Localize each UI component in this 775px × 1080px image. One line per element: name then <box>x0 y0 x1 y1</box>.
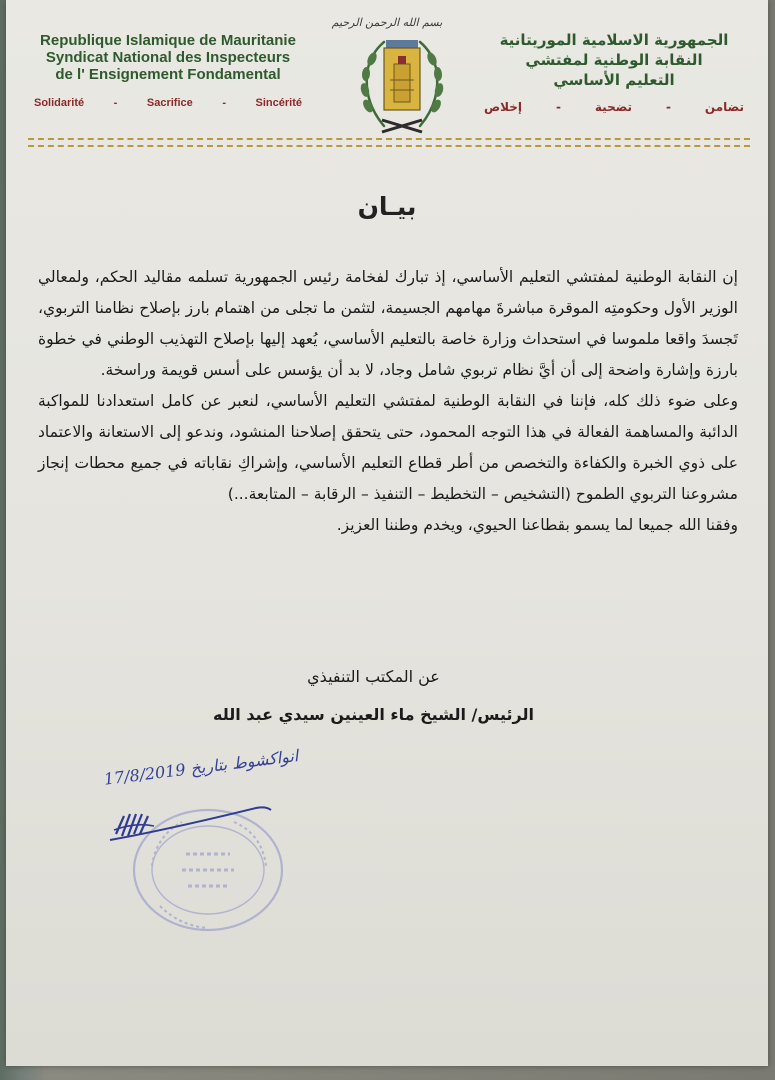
header-separator <box>28 145 750 147</box>
executive-office-line: عن المكتب التنفيذي <box>307 667 440 686</box>
handwritten-date: انواكشوط بتاريخ 17/8/2019 <box>102 746 300 789</box>
statement-body <box>38 262 738 541</box>
header-separator <box>28 138 750 140</box>
fr-line-1: Republique Islamique de Mauritanie <box>40 32 296 49</box>
motto-dash: - <box>666 100 671 114</box>
document-title: بيـان <box>357 192 417 221</box>
ar-line-3: التعليم الأساسي <box>553 71 675 89</box>
motto-tadamun: تضامن <box>704 100 744 114</box>
motto-tadhiya: تضحية <box>594 100 633 114</box>
motto-sincerite: Sincérité <box>255 97 302 109</box>
motto-ikhlas: إخلاص <box>484 100 523 114</box>
fr-line-3: de l' Ensignement Fondamental <box>55 66 281 83</box>
fr-line-2: Syndicat National des Inspecteurs <box>45 49 291 66</box>
ar-line-1: الجمهورية الاسلامية الموريتانية <box>499 31 729 49</box>
document-page <box>6 0 768 1066</box>
signature-block <box>206 658 541 734</box>
motto-sacrifice: Sacrifice <box>146 97 193 109</box>
paragraph-3: وفقنا الله جميعا لما يسمو بقطاعنا الحيوي، ويخدم وطننا العزيز. <box>336 516 738 534</box>
motto-dash: - <box>113 97 118 109</box>
arabic-motto <box>474 100 754 114</box>
basmala: بسم الله الرحمن الرحيم <box>331 16 443 29</box>
paragraph-2: وعلى ضوء ذلك كله، فإننا في النقابة الوطنية لمفتشي التعليم الأساسي، لنعبر عن كامل استعدادنا للمواكبة الدائبة والمساهمة الفعالة في هذا التوجه المحمود، حتى يتحقق إصلاحنا المنشود، وندعو إلى الاستعانة والاعتماد على ذوي الخبرة والكفاءة والتخصص من أطر قطاع التعليم الأساسي، وإشراكِ نقاباته في جميع محطات إنجاز مشروعنا التربوي الطموح (التشخيص – التخطيط – التنفيذ – الرقابة – المتابعة...) <box>38 392 738 503</box>
motto-solidarite: Solidarité <box>34 97 85 109</box>
handwritten-signature <box>106 800 276 848</box>
french-motto <box>28 97 308 109</box>
union-emblem-logo <box>354 30 450 134</box>
president-name: الرئيس/ الشيخ ماء العينين سيدي عبد الله <box>213 705 534 724</box>
paragraph-1: إن النقابة الوطنية لمفتشي التعليم الأساسي، إذ تبارك لفخامة رئيس الجمهورية تسلمه مقاليد الحكم، ولمعالي الوزير الأول وحكومتِه الموقرة مباشرةَ مهامهم الجسيمة، لتثمن ما تجلى من اهتمام بارز بإصلاح نظامنا التربوي، تَجسدَ واقعا ملموسا في استحداث وزارة خاصة بالتعليم الأساسي، يُعهد إليها بإصلاح التهذيب الوطني في خطوة بارزة وإشارة واضحة إلى أن أيَّ نظام تربوي شامل وجاد، لا بد أن يؤسس على أسس قويمة وراسخة. <box>38 268 738 379</box>
french-letterhead <box>28 32 308 109</box>
ar-line-2: النقابة الوطنية لمفتشي <box>525 51 703 69</box>
motto-dash: - <box>222 97 226 109</box>
arabic-letterhead <box>474 30 754 114</box>
motto-dash: - <box>555 100 561 114</box>
